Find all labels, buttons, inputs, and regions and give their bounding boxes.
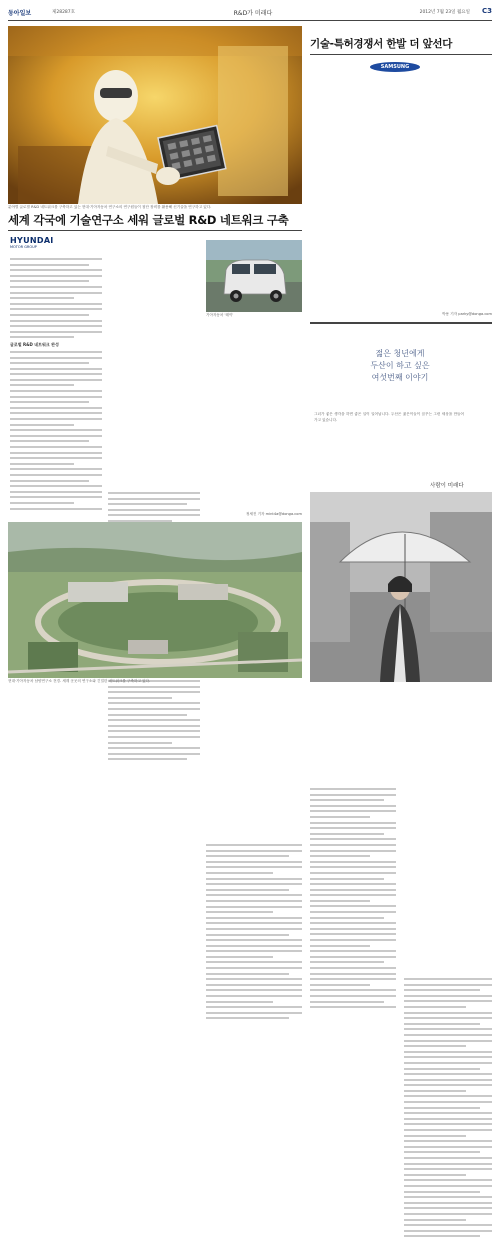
ad-photo-umbrella (310, 492, 492, 682)
masthead (8, 6, 492, 21)
ad-headline (330, 348, 470, 384)
car-photo-caption: 기아자동차 '레이' (206, 313, 234, 317)
aerial-research-center-photo (8, 522, 302, 678)
ad-line-2: 두산이 하고 싶은 (370, 361, 430, 370)
doosan-article-column-1 (310, 788, 396, 1020)
cleanroom-photo (8, 26, 302, 204)
issue-number: 제28287호 (52, 10, 76, 15)
ad-line-1: 젊은 청년에게 (375, 349, 425, 358)
subhead-global: 글로벌 R&D 네트워크 완성 (10, 341, 59, 347)
hyundai-logo (10, 236, 64, 254)
ad-body: 그녀가 좋은 생각을 하면 좋은 일이 일어납니다. 두산은 젊은이들이 꿈꾸는 그런 세상을 만들어 가고 있습니다. (314, 412, 464, 422)
byline-doosan: 박용 기자 parky@donga.com (442, 312, 492, 316)
article-column-1 (10, 258, 102, 510)
car-photo (206, 240, 302, 312)
page-number: C3 (481, 7, 492, 15)
samsung-logo-text: SAMSUNG (370, 62, 420, 72)
section-title: R&D가 미래다 (233, 10, 273, 17)
hyundai-headline: 세계 각국에 기술연구소 세워 글로벌 R&D 네트워크 구축 (8, 213, 289, 227)
article-column-3 (206, 844, 302, 1032)
aerial-photo-caption: 현대·기아자동차 남양연구소 전경. 세계 곳곳의 연구소와 긴밀한 네트워크를 구축하고 있다. (8, 679, 151, 683)
issue-date: 2012년 7월 23일 월요일 (419, 10, 470, 15)
hyundai-logo-text: HYUNDAI (10, 236, 54, 245)
byline-hyundai: 정세진 기자 mint4a@donga.com (246, 512, 302, 516)
ad-line-3: 여섯번째 이야기 (371, 373, 429, 382)
samsung-logo (370, 62, 422, 74)
hyundai-logo-sub: MOTOR GROUP (10, 245, 37, 249)
ad-divider (310, 322, 492, 324)
doosan-headline: 기술-특허경쟁서 한발 더 앞선다 (310, 38, 453, 50)
ad-slogan-row (430, 472, 492, 489)
divider (8, 230, 302, 231)
divider (310, 54, 492, 55)
newspaper-name: 동아일보 (8, 10, 32, 17)
ad-slogan: 사람이 미래다 (430, 483, 464, 489)
doosan-article-column-2 (404, 978, 492, 1252)
photo-caption: 분야별 글로벌 R&D 네트워크를 구축하고 있는 현대·기아자동차 연구소의 연구원들이 첨단 장비를 활용해 신기술을 연구하고 있다. (8, 205, 212, 209)
